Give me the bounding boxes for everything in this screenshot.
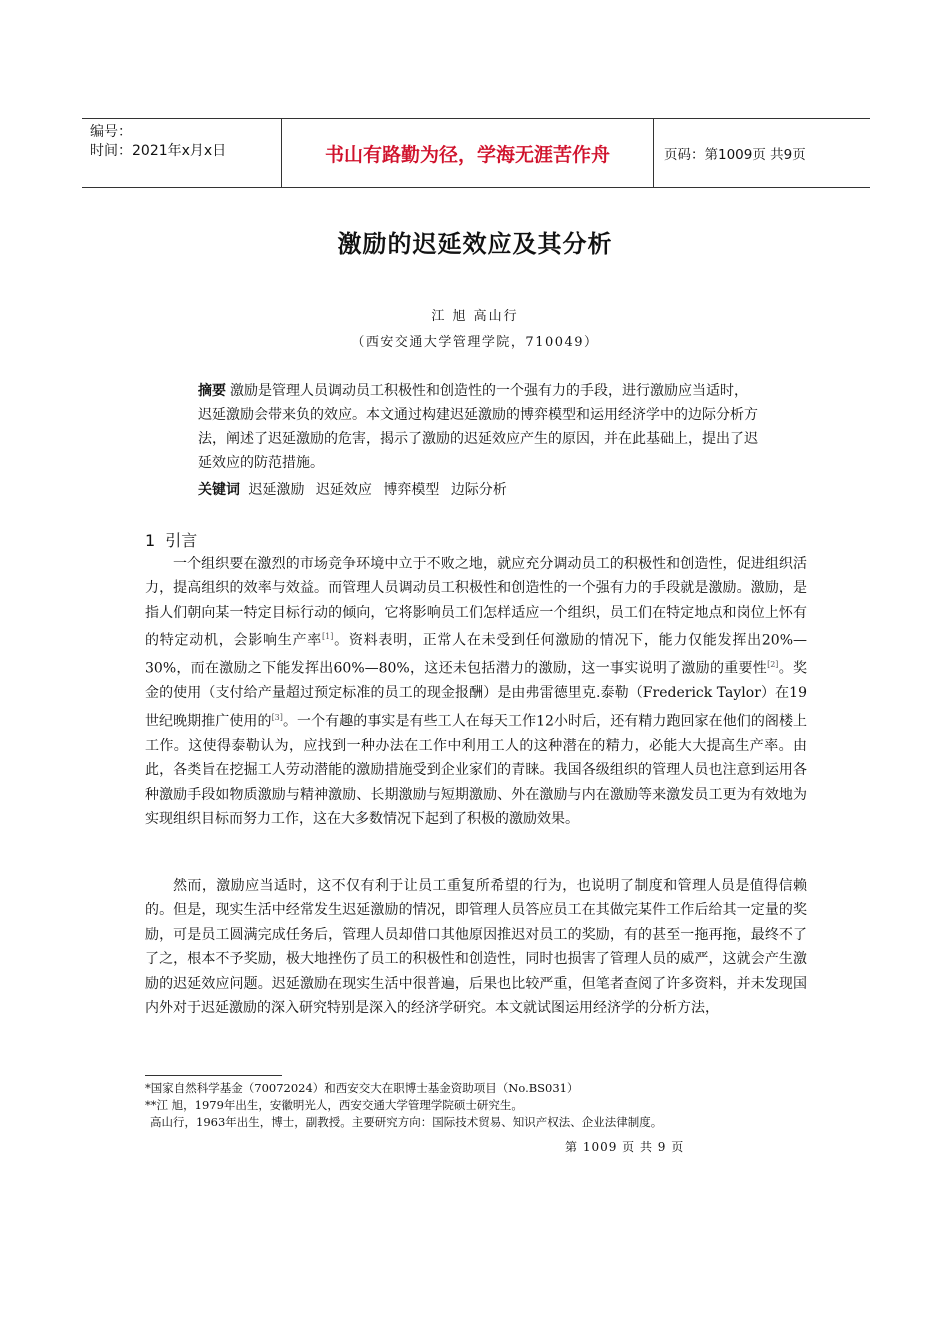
section-number: 1 (145, 531, 156, 550)
paper-title: 激励的迟延效应及其分析 (337, 230, 613, 258)
citation: [3] (271, 712, 283, 722)
paragraph-text: 。资料表明，正常人在未受到任何激励的情况下，能力仅能发挥出20%—30%，而在激励之下能发挥出60%—80%，这还未包括潜力的激励，这一事实说明了激励的重要性 (145, 632, 807, 677)
abstract-label: 摘要 (198, 383, 226, 399)
citation: [2] (767, 660, 779, 670)
section-heading (145, 528, 197, 551)
keywords-label: 关键词 (198, 482, 240, 498)
document-header (82, 118, 870, 188)
abstract (198, 379, 758, 475)
keyword: 迟延效应 (315, 482, 372, 498)
footnote: **江 旭，1979年出生，安徽明光人，西安交通大学管理学院硕士研究生。 (145, 1098, 523, 1112)
header-meta (90, 123, 226, 161)
footnote-divider (145, 1075, 282, 1076)
date-label: 时间：2021年x月x日 (90, 143, 227, 159)
footnote: *国家自然科学基金（70072024）和西安交大在职博士基金资助项目（No.BS031） (145, 1081, 579, 1095)
keyword: 博弈模型 (383, 482, 440, 498)
page-footer: 第 1009 页 共 9 页 (565, 1140, 685, 1154)
paragraph-text: 。一个有趣的事实是有些工人在每天工作12小时后，还有精力跑回家在他们的阁楼上工作。这使得泰勒认为，应找到一种办法在工作中利用工人的这种潜在的精力，必能大大提高生产率。由此，各类旨在挖掘工人劳动潜能的激励措施受到企业家们的青睐。我国各级组织的管理人员也注意到运用各种激励手段如物质激励与精神激励、长期激励与短期激励、外在激励与内在激励等来激发员工更为有效地为实现组织目标而努力工作，这在大多数情况下起到了积极的激励效果。 (145, 713, 808, 828)
body-paragraph: 然而，激励应当适时，这不仅有利于让员工重复所希望的行为，也说明了制度和管理人员是值得信赖的。但是，现实生活中经常发生迟延激励的情况，即管理人员答应员工在其做完某件工作后给其一定量的奖励，可是员工圆满完成任务后，管理人员却借口其他原因推迟对员工的奖励，有的甚至一拖再拖，最终不了了之，根本不予奖励，极大地挫伤了员工的积极性和创造性，同时也损害了管理人员的威严，这就会产生激励的迟延效应问题。迟延激励在现实生活中很普遍，后果也比较严重，但笔者查阅了许多资料，并未发现国内外对于迟延激励的深入研究特别是深入的经济学研究。本文就试图运用经济学的分析方法， (145, 878, 807, 1017)
paper-affiliation: （西安交通大学管理学院，710049） (351, 335, 599, 350)
paper-authors: 江 旭 高山行 (431, 309, 519, 324)
body-paragraph (145, 552, 807, 831)
keywords (198, 479, 514, 499)
keyword: 迟延激励 (248, 482, 305, 498)
serial-number-label: 编号： (90, 124, 132, 140)
keyword: 边际分析 (450, 482, 507, 498)
header-motto: 书山有路勤为径，学海无涯苦作舟 (281, 119, 654, 187)
section-title: 引言 (165, 531, 198, 550)
header-page-info: 页码：第1009页 共9页 (664, 147, 806, 163)
paragraph-text: 。奖金的使用（支付给产量超过预定标准的员工的现金报酬）是由弗雷德里克.泰勒（Frederick Taylor）在19世纪晚期推广使用的 (145, 660, 808, 730)
footnote: 高山行，1963年出生，博士，副教授。主要研究方向：国际技术贸易、知识产权法、企业法律制度。 (150, 1115, 663, 1129)
paragraph-text: 一个组织要在激烈的市场竞争环境中立于不败之地，就应充分调动员工的积极性和创造性，促进组织活力，提高组织的效率与效益。而管理人员调动员工积极性和创造性的一个强有力的手段就是激励。激励，是指人们朝向某一特定目标行动的倾向，它将影响员工们怎样适应一个组织，员工们在特定地点和岗位上怀有的特定动机，会影响生产率 (145, 556, 807, 649)
abstract-text: 激励是管理人员调动员工积极性和创造性的一个强有力的手段，进行激励应当适时，迟延激励会带来负的效应。本文通过构建迟延激励的博弈模型和运用经济学中的边际分析方法，阐述了迟延激励的危害，揭示了激励的迟延效应产生的原因，并在此基础上，提出了迟延效应的防范措施。 (198, 383, 758, 471)
citation: [1] (322, 632, 334, 642)
